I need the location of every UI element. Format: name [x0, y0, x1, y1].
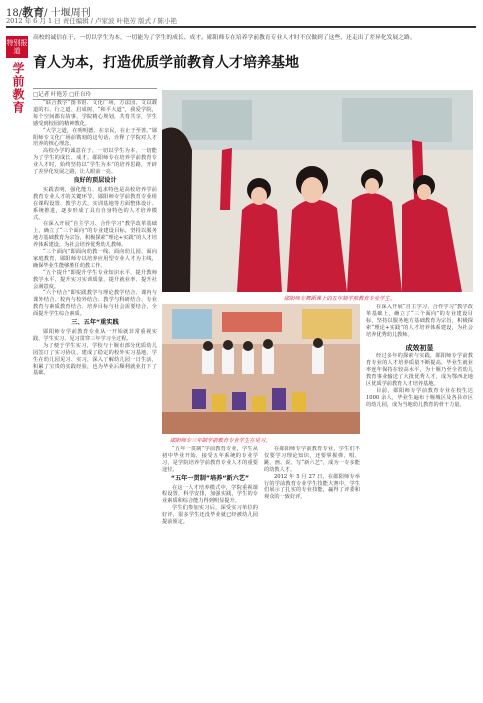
subhead: “五年一贯制”培养“新六艺”: [170, 474, 250, 482]
page-number: 18/: [6, 8, 23, 19]
subhead: 良好的顶层设计: [73, 176, 117, 184]
column-1: [33, 100, 157, 694]
article-lede: 高校的诚信在于，一切以学生为本，一切能为了学生的成长、成才。郧阳师专在培养学前教育专业人才时不仅做到了这些，还走出了差异化发展之路。: [33, 35, 416, 41]
photo-caption-1: 郧阳师专舞蹈课上的五年制学前教育专业学生。: [284, 296, 396, 302]
classroom-photo: [162, 304, 360, 434]
column-2: [162, 446, 258, 694]
paragraph: 2012 年 5 月 27 日，在郧阳师专举行的学前教育专业学生技能大赛中，学生们展示了扎实的专业技能，赢得了评委和观众的一致好评。: [264, 473, 360, 501]
page-header: [6, 4, 476, 28]
section-sub: / 十堰周刊: [44, 8, 91, 19]
dance-class-illustration: [162, 90, 473, 292]
paragraph: “五个提升”即提升学生专业知识水平、提升教师教学水平、提升实习实训质量、提升就业率、提升社会满意度。: [33, 269, 157, 290]
vertical-section-title: 学前教育: [11, 62, 25, 114]
header-meta: 2012 年 6 月 1 日 责任编辑 / 卢家波 叶艳芳 版式 / 陈小艳: [6, 17, 177, 25]
paragraph: 为了便于学生实习，学校与十堰市部分优质幼儿园签订了实习协议，建成了稳定的校外实习基地，学生在幼儿园见习、实习，深入了解幼儿园一日生活，积累了宝贵的实践经验，也为毕业后顺利就业打下了基础。: [33, 342, 157, 377]
paragraph: 学生们参加实习后，深受实习单位的好评，很多学生还没毕业就已经被幼儿园提前预定。: [162, 505, 258, 526]
classroom-illustration: [162, 304, 360, 434]
paragraph: 经过多年的探索与实践，郧阳师专学前教育专业的人才培养质量不断提高，毕业生就业率连年保持在较高水平，为十堰乃至全省幼儿教育事业输送了大批优秀人才，成为鄂西北地区优质学前教育人才培养基地。: [366, 353, 473, 388]
paragraph: “大学之道，在明明德，在亲民，在止于至善。”郧阳师专文化广场前镌刻的这句话，诠释了学院对人才培养的核心理念。: [33, 127, 157, 148]
byline: □记者 叶艳芳 □任自玲: [33, 88, 157, 100]
paragraph: 高校办学的诚意在于，一切以学生为本，一切能为了学生的成长、成才。郧阳师专在培养学前教育专业人才时，始终坚持以“学生为本”的培养思路，开辟了差异化发展之路，让人眼前一亮。: [33, 148, 157, 176]
paragraph: 在深入开展“自主学习、合作学习”教学改革基础上，确立了“三个面向”的专业建设目标，坚持以服务地方基础教育为宗旨，积极探索“理论+实践”的人才培养体系建设，为社会培养优秀幼儿教师。: [366, 304, 473, 338]
photo-caption-2: 郧阳师专三年制学前教育专业学生在见习。: [170, 438, 271, 444]
dance-class-photo: [162, 90, 473, 292]
column-3: [264, 446, 360, 694]
paragraph: “六个结合”即实践教学与理论教学结合、课内与课外结合、校内与校外结合、教学与科研结合、专业教育与素质教育结合、培养目标与社会需要结合，全面提升学生综合素质。: [33, 290, 157, 318]
paragraph: 目前，郧阳师专学前教育专业在校生达 1000 余人，毕业生遍布十堰城区及各县市区的幼儿园，成为当地幼儿教育的骨干力量。: [366, 387, 473, 408]
section-name: 教育: [22, 6, 45, 19]
paragraph: “五年一贯制”学前教育专业，学生从初中毕业开始，接受五年系统的专业学习，是学院培养学前教育专业人才的重要途径。: [162, 446, 258, 473]
article-title: 育人为本，打造优质学前教育人才培养基地: [33, 55, 299, 71]
paragraph: 在这一人才培养模式中，学院重视课程设置，科学安排，加强实践，学生的专业素质和综合能力得到明显提升。: [162, 484, 258, 505]
column-4: [366, 304, 473, 694]
paragraph: 郧阳师专学前教育专业从一开始就非常重视实践，学生实习、见习贯穿三年学习全过程。: [33, 329, 157, 342]
subhead: 三、五年“重实践: [71, 319, 119, 327]
section-sidebar: [6, 36, 28, 196]
subhead: 成效初显: [405, 343, 434, 352]
paragraph: 实践表明，强化能力、追求特色是高校培养学前教育专业人才的关键环节。郧阳师专学前教育专业组在课程设置、教学方式、实训基地等方面整体设计、系统推进，逐步形成了具有自身特色的人才培养模式。: [33, 186, 157, 221]
paragraph: 在深入开展“自主学习、合作学习”教学改革基础上，确立了“三个面向”的专业建设目标，坚持以服务地方基础教育为宗旨，积极探索“理论+实践”的人才培养体系建设，为社会培养优秀幼儿教师。: [33, 221, 157, 249]
paragraph: “联合教学”图书馆、文化广场，方法园、文以载道的石、行之道、启成树，“和平大道”，我爱学院，每个空间都有故事，学院精心规划，共育共享，学生感受到校园的精神教化。: [33, 100, 157, 127]
feature-tag: 特别报道: [6, 36, 28, 58]
paragraph: 在郧阳师专学前教育专业，学生们不仅要学习理论知识，还要掌握弹、唱、跳、画、说、写“新六艺”，成为一专多能的幼教人才。: [264, 446, 360, 473]
paragraph: “三个面向”即面向幼教一线、面向幼儿园、面向家庭教育，郧阳师专以培养应用型专业人才为主线，确保毕业生能够胜任幼教工作。: [33, 249, 157, 269]
